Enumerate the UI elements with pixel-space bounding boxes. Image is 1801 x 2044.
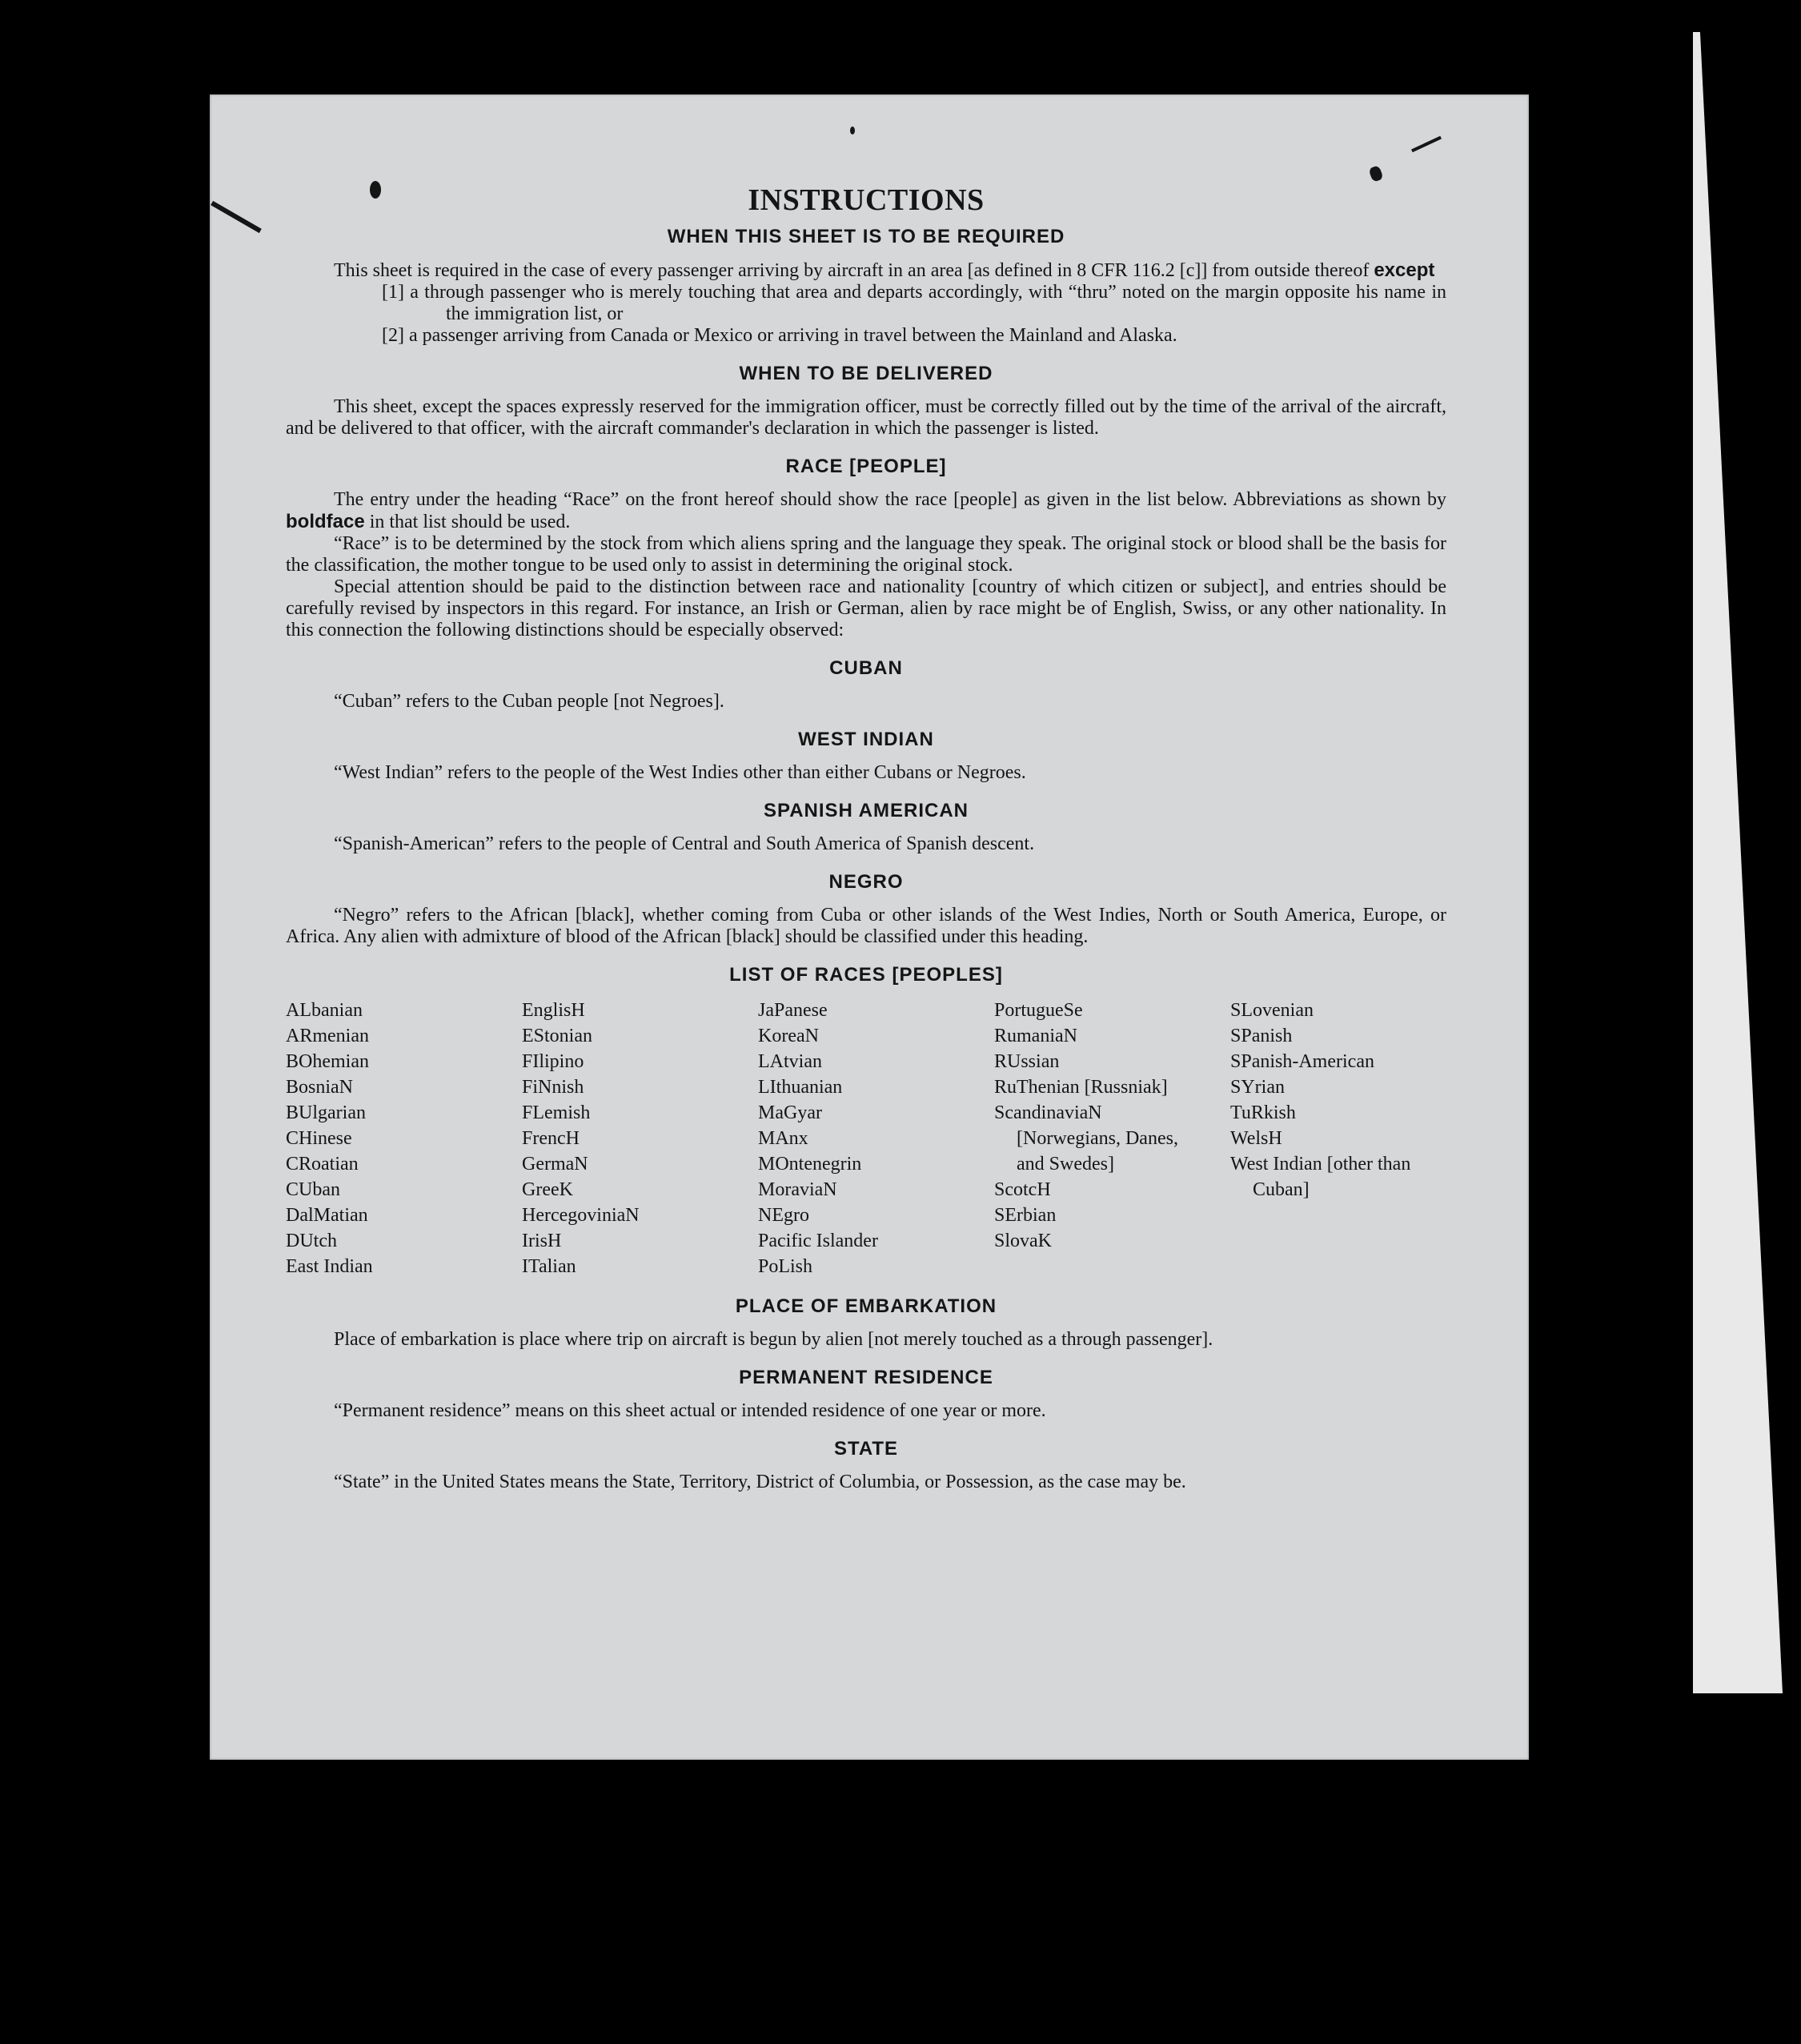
heading-cuban: CUBAN	[829, 657, 903, 679]
race-paragraph-2: “Race” is to be determined by the stock from which aliens spring and the language they speak. The original stock or blood shall be the basis for the classification, the mother tongue to be used only to assist in determining the original stock.	[286, 533, 1446, 576]
race-column	[758, 998, 974, 1279]
west-indian-text: “West Indian” refers to the people of the West Indies other than either Cubans or Negroes.	[334, 762, 1026, 783]
race-item: MAnx	[758, 1128, 808, 1149]
race-column	[522, 998, 738, 1279]
heading-state: STATE	[833, 1438, 899, 1460]
race-item: RuThenian [Russniak]	[994, 1077, 1168, 1098]
race-column	[1230, 998, 1446, 1279]
race-item: BOhemian	[286, 1051, 369, 1072]
required-intro	[286, 259, 1446, 282]
ink-speck	[1411, 136, 1442, 153]
race-item: EStonian	[522, 1026, 592, 1046]
race-item: FLemish	[522, 1102, 591, 1123]
race-item: RUssian	[994, 1051, 1060, 1072]
delivered-text: This sheet, except the spaces expressly reserved for the immigration officer, must be correctly filled out by the time of the arrival of the aircraft, and be delivered to that officer, with the aircraft commander's declaration in which the passenger is listed.	[286, 396, 1446, 439]
race-item: RumaniaN	[994, 1026, 1077, 1046]
race-item: SYrian	[1230, 1077, 1285, 1098]
race-item: BUlgarian	[286, 1102, 366, 1123]
race-item: SLovenian	[1230, 1000, 1314, 1021]
race-item: CUban	[286, 1179, 340, 1200]
required-intro-text: This sheet is required in the case of every passenger arriving by aircraft in an area [as defined in 8 CFR 116.2 [c]] from outside thereof	[334, 260, 1370, 281]
document-body	[286, 183, 1446, 1493]
race-item: KoreaN	[758, 1026, 819, 1046]
race-item: LIthuanian	[758, 1077, 843, 1098]
race-p1-before: The entry under the heading “Race” on the front hereof should show the race [people] as given in the list below. Abbreviations as shown by	[334, 489, 1446, 510]
race-item: WelsH	[1230, 1128, 1282, 1149]
race-item: SPanish	[1230, 1026, 1293, 1046]
negro-text: “Negro” refers to the African [black], whether coming from Cuba or other islands of the West Indies, North or South America, Europe, or Africa. Any alien with admixture of blood of the African [black] should be classified under this heading.	[286, 905, 1446, 947]
spanish-american-text: “Spanish-American” refers to the people of Central and South America of Spanish descent.	[334, 833, 1035, 854]
race-item: West Indian [other than Cuban]	[1230, 1154, 1411, 1200]
race-column	[994, 998, 1210, 1279]
race-item: FIlipino	[522, 1051, 584, 1072]
instruction-sheet	[210, 94, 1529, 1760]
race-item: LAtvian	[758, 1051, 822, 1072]
heading-race: RACE [PEOPLE]	[785, 456, 947, 477]
race-item: EnglisH	[522, 1000, 585, 1021]
race-item: PoLish	[758, 1256, 813, 1277]
race-item: ARmenian	[286, 1026, 369, 1046]
exception-item: [2] a passenger arriving from Canada or Mexico or arriving in travel between the Mainland and Alaska.	[382, 325, 1177, 346]
race-item: CRoatian	[286, 1154, 359, 1175]
race-item: TuRkish	[1230, 1102, 1296, 1123]
race-item: ScandinaviaN [Norwegians, Danes, and Swedes]	[994, 1102, 1178, 1175]
race-item: DUtch	[286, 1231, 337, 1251]
page-title: INSTRUCTIONS	[748, 183, 985, 217]
race-column	[286, 998, 502, 1279]
race-item: IrisH	[522, 1231, 562, 1251]
race-item: PortugueSe	[994, 1000, 1083, 1021]
state-text: “State” in the United States means the State, Territory, District of Columbia, or Possession, as the case may be.	[334, 1472, 1186, 1492]
race-item: BosniaN	[286, 1077, 353, 1098]
heading-negro: NEGRO	[828, 871, 904, 893]
race-item: Pacific Islander	[758, 1231, 878, 1251]
race-item: MOntenegrin	[758, 1154, 862, 1175]
residence-text: “Permanent residence” means on this sheet actual or intended residence of one year or more.	[334, 1400, 1046, 1421]
embarkation-text: Place of embarkation is place where trip on aircraft is begun by alien [not merely touched as a through passenger].	[334, 1329, 1213, 1350]
heading-spanish-american: SPANISH AMERICAN	[763, 800, 969, 821]
race-item: MoraviaN	[758, 1179, 837, 1200]
race-item: DalMatian	[286, 1205, 368, 1226]
race-paragraph-1	[286, 489, 1446, 533]
required-intro-except: except	[1374, 259, 1435, 281]
race-item: CHinese	[286, 1128, 352, 1149]
heading-embarkation: PLACE OF EMBARKATION	[735, 1295, 997, 1317]
heading-when-required: WHEN THIS SHEET IS TO BE REQUIRED	[667, 226, 1065, 247]
heading-when-delivered: WHEN TO BE DELIVERED	[739, 363, 993, 384]
heading-list-of-races: LIST OF RACES [PEOPLES]	[729, 964, 1003, 986]
torn-edge-mark	[211, 201, 262, 233]
race-item: FiNnish	[522, 1077, 584, 1098]
race-item: ITalian	[522, 1256, 576, 1277]
race-p1-after: in that list should be used.	[369, 512, 571, 532]
heading-permanent-residence: PERMANENT RESIDENCE	[739, 1367, 993, 1388]
race-item: GreeK	[522, 1179, 573, 1200]
heading-west-indian: WEST INDIAN	[798, 729, 934, 750]
races-list	[286, 998, 1446, 1279]
race-paragraph-3: Special attention should be paid to the distinction between race and nationality [country of which citizen or subject], and entries should be carefully revised by inspectors in this regard. For instance, an Irish or German, alien by race might be of English, Swiss, or any other nationality. In this connection the following distinctions should be especially observed:	[286, 576, 1446, 641]
exceptions-list	[382, 282, 1446, 347]
ink-speck	[1368, 165, 1383, 183]
race-item: MaGyar	[758, 1102, 822, 1123]
cuban-text: “Cuban” refers to the Cuban people [not Negroes].	[334, 691, 724, 712]
race-item: SPanish-American	[1230, 1051, 1374, 1072]
race-item: ScotcH	[994, 1179, 1051, 1200]
race-item: East Indian	[286, 1256, 373, 1277]
race-item: ALbanian	[286, 1000, 363, 1021]
race-item: HercegoviniaN	[522, 1205, 640, 1226]
adjacent-page-edge	[1693, 32, 1783, 1693]
race-p1-bold: boldface	[286, 511, 365, 532]
exception-item: [1] a through passenger who is merely touching that area and departs accordingly, with “thru” noted on the margin opposite his name in the immigration list, or	[382, 282, 1446, 324]
race-item: SlovaK	[994, 1231, 1052, 1251]
race-item: JaPanese	[758, 1000, 828, 1021]
race-item: SErbian	[994, 1205, 1057, 1226]
race-item: GermaN	[522, 1154, 588, 1175]
ink-speck	[850, 126, 855, 135]
race-item: NEgro	[758, 1205, 809, 1226]
race-item: FrencH	[522, 1128, 580, 1149]
